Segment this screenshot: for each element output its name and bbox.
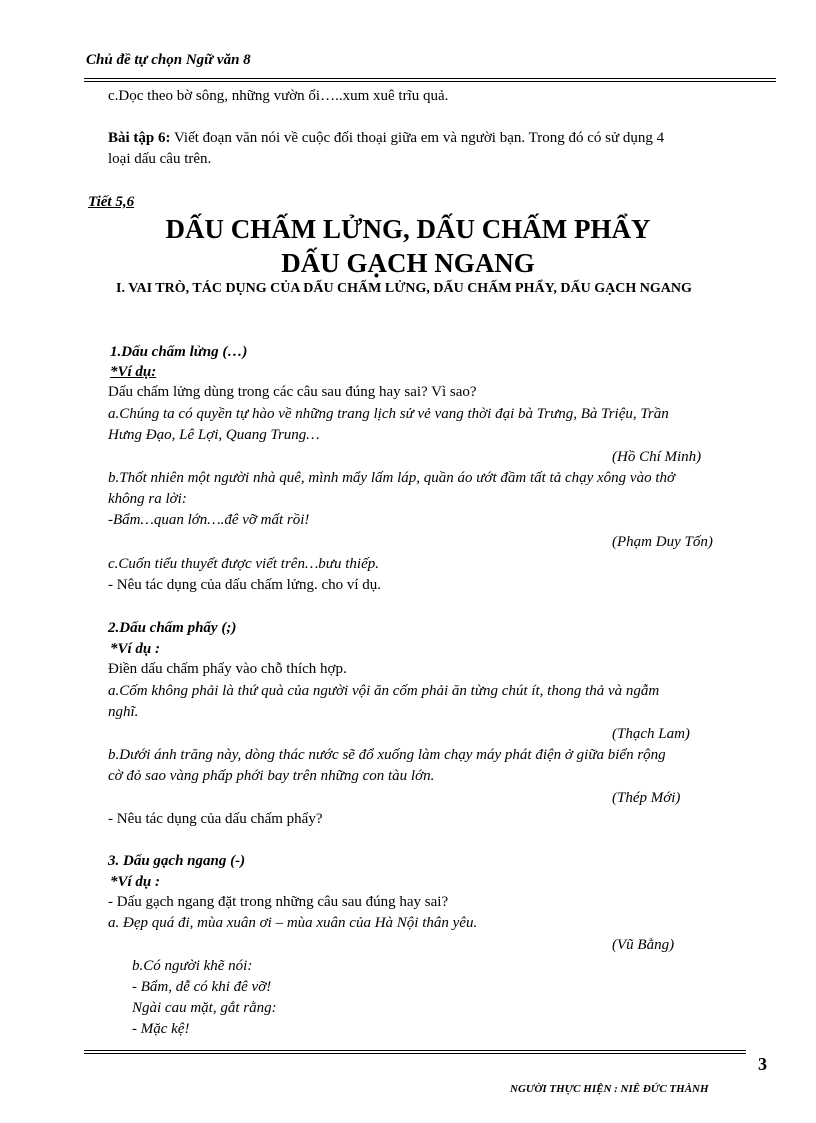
page-header-title: Chủ đề tự chọn Ngữ văn 8 bbox=[86, 52, 251, 68]
part2-example-label: *Ví dụ : bbox=[110, 641, 161, 657]
part1-example-b-line-2: không ra lời: bbox=[108, 491, 187, 507]
part2-example-b-source: (Thép Mới) bbox=[612, 790, 681, 806]
part2-example-a-line-2: nghĩ. bbox=[108, 704, 139, 720]
part1-question: Dấu chấm lửng dùng trong các câu sau đúng hay sai? Vì sao? bbox=[108, 384, 477, 400]
part1-example-b-line-1: b.Thốt nhiên một người nhà quê, mình mẩy lấm láp, quần áo ướt đầm tất tả chạy xông vào thở bbox=[108, 470, 675, 486]
part1-example-a-source: (Hồ Chí Minh) bbox=[612, 449, 702, 465]
part3-heading: 3. Dấu gạch ngang (-) bbox=[108, 853, 246, 869]
part1-task: - Nêu tác dụng của dấu chấm lửng. cho ví dụ. bbox=[108, 577, 382, 593]
header-rule-top bbox=[84, 78, 776, 79]
part3-example-label: *Ví dụ : bbox=[110, 874, 161, 890]
part2-example-a-source: (Thạch Lam) bbox=[612, 726, 690, 742]
lesson-title-line-2: DẤU GẠCH NGANG bbox=[281, 248, 535, 278]
part2-task: - Nêu tác dụng của dấu chấm phẩy? bbox=[108, 811, 323, 827]
part3-example-a-line-1: a. Đẹp quá đi, mùa xuân ơi – mùa xuân của Hà Nội thân yêu. bbox=[108, 915, 478, 931]
part2-instruction: Điền dấu chấm phẩy vào chỗ thích hợp. bbox=[108, 661, 347, 677]
part3-question: - Dấu gạch ngang đặt trong những câu sau đúng hay sai? bbox=[108, 894, 449, 910]
footer-rule-top bbox=[84, 1050, 746, 1051]
part1-example-a-line-2: Hưng Đạo, Lê Lợi, Quang Trung… bbox=[108, 427, 320, 443]
exercise-6-line-2: loại dấu câu trên. bbox=[108, 151, 212, 167]
footer-author: NGƯỜI THỰC HIỆN : NIÊ ĐỨC THÀNH bbox=[510, 1083, 709, 1095]
part3-example-a-source: (Vũ Bằng) bbox=[612, 937, 675, 953]
part3-example-b-line-1: b.Có người khẽ nói: bbox=[132, 958, 253, 974]
part1-example-b-source: (Phạm Duy Tốn) bbox=[612, 534, 713, 550]
part1-example-label: *Ví dụ: bbox=[110, 364, 157, 380]
part2-example-b-line-2: cờ đỏ sao vàng phấp phới bay trên những con tàu lớn. bbox=[108, 768, 435, 784]
page-number: 3 bbox=[758, 1054, 767, 1074]
part1-example-a-line-1: a.Chúng ta có quyền tự hào về những trang lịch sử vẻ vang thời đại bà Trưng, Bà Triệu, Trần bbox=[108, 406, 669, 422]
exercise-6-text: Viết đoạn văn nói về cuộc đối thoại giữa em và người bạn. Trong đó có sử dụng 4 bbox=[170, 130, 665, 146]
part2-example-b-line-1: b.Dưới ánh trăng này, dòng thác nước sẽ đổ xuống làm chạy máy phát điện ở giữa biển rộng bbox=[108, 747, 666, 763]
part3-example-b-line-2: - Bẩm, dễ có khi đê vỡ! bbox=[132, 979, 272, 995]
part3-example-b-line-4: - Mặc kệ! bbox=[132, 1021, 190, 1037]
lesson-label: Tiết 5,6 bbox=[88, 194, 135, 210]
part2-example-a-line-1: a.Cốm không phải là thứ quà của người vội ăn cốm phải ăn từng chút ít, thong thả và ngẫm bbox=[108, 683, 660, 699]
exercise-6-label: Bài tập 6: bbox=[108, 130, 171, 146]
section-heading-1: I. VAI TRÒ, TÁC DỤNG CỦA DẤU CHẤM LỬNG, DẤU CHẤM PHẨY, DẤU GẠCH NGANG bbox=[116, 281, 692, 296]
part3-example-b-line-3: Ngài cau mặt, gắt rằng: bbox=[132, 1000, 277, 1016]
header-rule-bottom bbox=[84, 81, 776, 82]
part2-heading: 2.Dấu chấm phẩy (;) bbox=[108, 620, 237, 636]
part1-example-b-line-3: -Bẩm…quan lớn….đê vỡ mất rồi! bbox=[108, 512, 310, 528]
lesson-title-line-1: DẤU CHẤM LỬNG, DẤU CHẤM PHẨY bbox=[165, 214, 651, 244]
exercise-6-line-1 bbox=[108, 130, 664, 147]
part1-example-c-line-1: c.Cuốn tiểu thuyết được viết trên…bưu thiếp. bbox=[108, 556, 379, 572]
intro-line-c: c.Dọc theo bờ sông, những vườn ổi…..xum xuê trĩu quả. bbox=[108, 88, 449, 104]
part1-heading: 1.Dấu chấm lửng (…) bbox=[110, 344, 248, 360]
footer-rule-bottom bbox=[84, 1053, 746, 1054]
